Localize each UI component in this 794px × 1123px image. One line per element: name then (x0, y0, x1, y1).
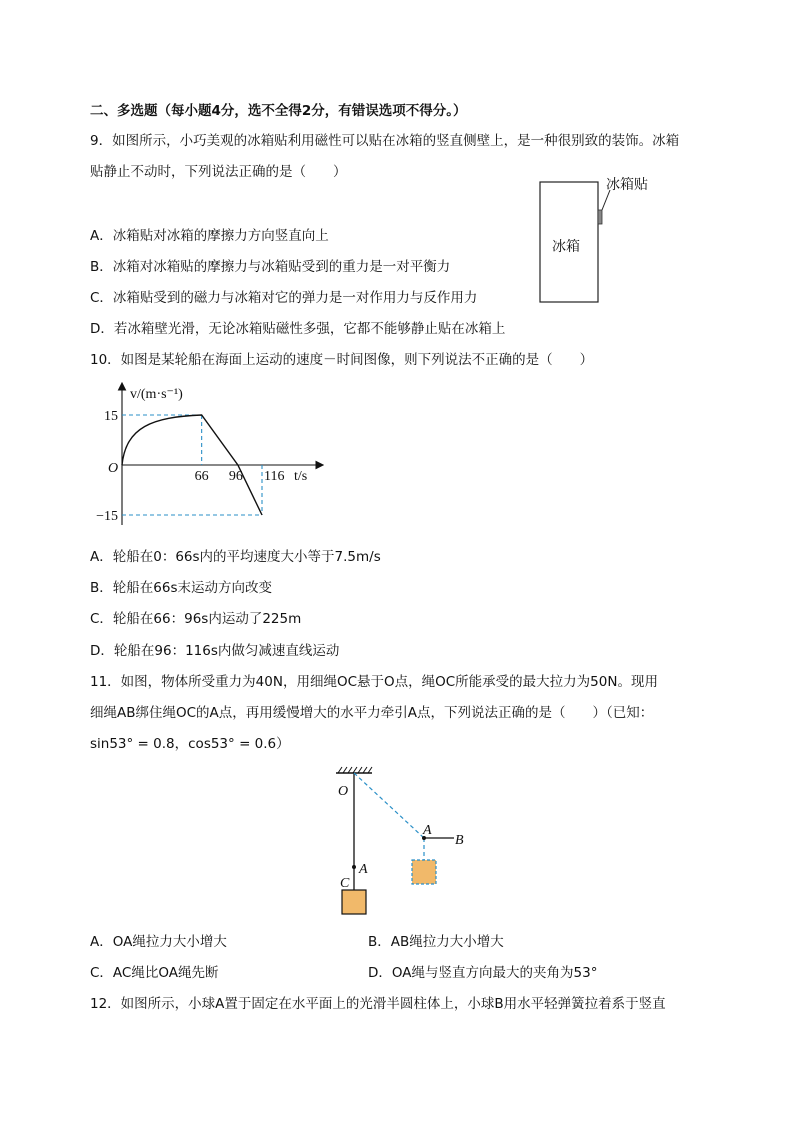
q9-option-c: C．冰箱贴受到的磁力与冰箱对它的弹力是一对作用力与反作用力 (90, 290, 478, 306)
q10-option-b: B．轮船在66s末运动方向改变 (90, 580, 272, 596)
magnet-pointer (602, 190, 610, 210)
x-tick-96: 96 (228, 469, 243, 484)
q10-option-d: D．轮船在96：116s内做匀减速直线运动 (90, 643, 340, 659)
q9-figure (530, 170, 670, 310)
label-a-displaced: A (423, 823, 432, 838)
q9-line2: 贴静止不动时，下列说法正确的是（ ） (90, 164, 347, 180)
ceiling-hatch (338, 767, 372, 773)
y-axis-label: v/(m·s⁻¹) (130, 387, 183, 402)
q9-option-b: B．冰箱对冰箱贴的摩擦力与冰箱贴受到的重力是一对平衡力 (90, 259, 451, 275)
label-o: O (338, 784, 349, 799)
q11-line2: 细绳AB绑住绳OC的A点，再用缓慢增大的水平力牵引A点，下列说法正确的是（ ）（已知： (90, 705, 654, 721)
q12-line1: 12．如图所示，小球A置于固定在水平面上的光滑半圆柱体上，小球B用水平轻弹簧拉着系于竖直 (90, 996, 666, 1012)
q11-option-c: C．AC绳比OA绳先断 (90, 965, 219, 981)
x-axis-label: t/s (294, 469, 308, 484)
q11-option-a: A．OA绳拉力大小增大 (90, 934, 227, 950)
q9-option-d: D．若冰箱壁光滑，无论冰箱贴磁性多强，它都不能够静止贴在冰箱上 (90, 321, 506, 337)
label-b: B (455, 833, 464, 848)
magnet-label: 冰箱贴 (606, 177, 648, 193)
q9-line1: 9．如图所示，小巧美观的冰箱贴利用磁性可以贴在冰箱的竖直侧壁上，是一种很别致的装饰。冰箱 (90, 133, 680, 149)
q9-option-a: A．冰箱贴对冰箱的摩擦力方向竖直向上 (90, 228, 329, 244)
q11-line1: 11．如图，物体所受重力为40N，用细绳OC悬于O点，绳OC所能承受的最大拉力为50N。现用 (90, 674, 658, 690)
fridge-label: 冰箱 (552, 239, 580, 255)
hanging-box-dashed (412, 860, 436, 884)
label-a-vertical: A (359, 862, 368, 877)
x-tick-116: 116 (264, 469, 285, 484)
label-c: C (340, 876, 350, 891)
fridge-magnet (598, 210, 602, 224)
section-heading: 二、多选题（每小题4分，选不全得2分，有错误选项不得分。） (90, 103, 467, 119)
rope-oa-displaced (354, 773, 424, 838)
q11-line3: sin53° = 0.8，cos53° = 0.6） (90, 736, 290, 752)
point-a-vertical (352, 865, 356, 869)
q10-option-c: C．轮船在66：96s内运动了225m (90, 611, 302, 627)
q10-line1: 10．如图是某轮船在海面上运动的速度－时间图像，则下列说法不正确的是（ ） (90, 352, 594, 368)
hanging-box-solid (342, 890, 366, 914)
x-tick-66: 66 (194, 469, 209, 484)
q11-option-b: B．AB绳拉力大小增大 (368, 934, 504, 950)
q11-option-d: D．OA绳与竖直方向最大的夹角为53° (368, 965, 598, 981)
vt-chart (96, 380, 330, 530)
q11-figure (330, 765, 480, 920)
y-tick-15: 15 (104, 409, 118, 424)
q10-option-a: A．轮船在0：66s内的平均速度大小等于7.5m/s (90, 549, 381, 565)
y-tick-neg15: −15 (96, 509, 118, 524)
origin-label: O (108, 461, 119, 476)
